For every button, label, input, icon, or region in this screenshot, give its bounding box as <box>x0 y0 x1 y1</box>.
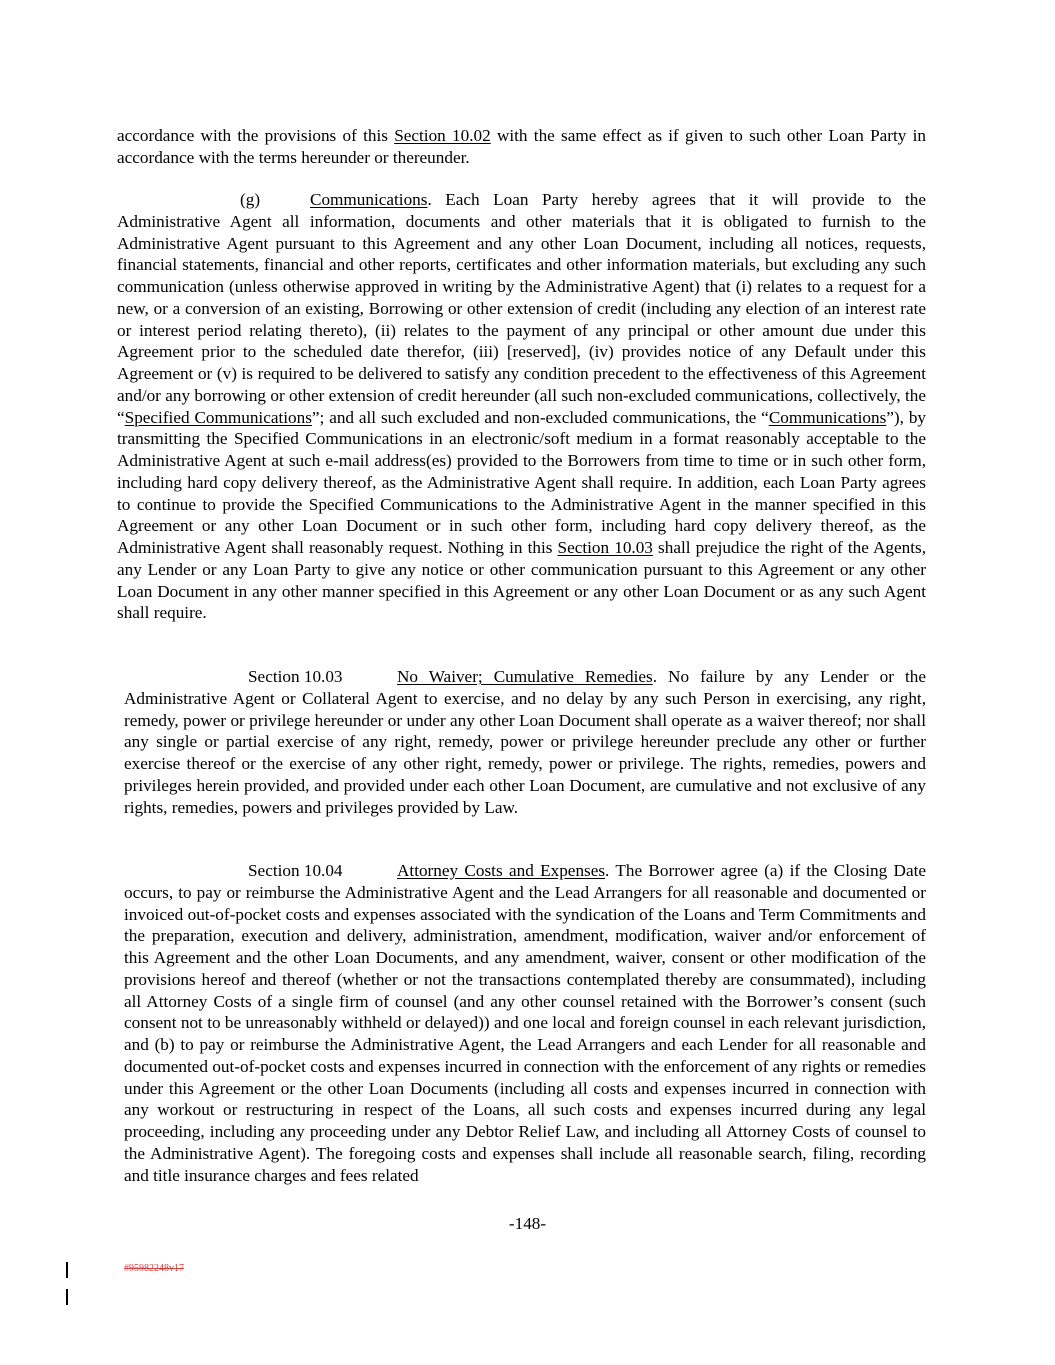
section-number: Section 10.04 <box>248 861 343 880</box>
clause-label: (g) <box>240 190 261 209</box>
section-heading: No Waiver; Cumulative Remedies <box>397 667 653 686</box>
paragraph-continuation <box>117 125 926 169</box>
section-10-03-paragraph <box>124 666 926 818</box>
p2-text-3: ”), by transmitting the Specified Communications in an electronic/soft medium in a format reasonably acceptable to the Administrative Agent at such e-mail address(es) provided to the Borrowers from time to time or in such other form, including hard copy delivery thereof, as the Administrative Agent shall require. In addition, each Loan Party agrees to continue to provide the Specified Communications to the Administrative Agent in the manner specified in this Agreement or any other Loan Document or in such other form, including hard copy delivery thereof, as the Administrative Agent shall reasonably request. Nothing in this <box>117 407 926 557</box>
change-bar <box>66 1262 68 1278</box>
defined-term-communications: Communications <box>768 407 887 427</box>
p2-text-4: shall prejudice the right of the Agents, any Lender or any Loan Party to give any notice or other communication pursuant to this Agreement or any other Loan Document in any other manner specified in this Agreement or any other Loan Document or as any such Agent shall require. <box>117 538 926 623</box>
defined-term-specified-communications: Specified Communications <box>124 407 312 427</box>
paragraph-communications <box>117 189 926 624</box>
communications-heading: Communications <box>310 190 428 209</box>
p1-text-1: accordance with the provisions of this <box>117 126 395 145</box>
section-10-03-reference: Section 10.03 <box>557 538 653 557</box>
change-bar <box>66 1289 68 1305</box>
section-10-02-reference: Section 10.02 <box>394 126 491 145</box>
section-heading: Attorney Costs and Expenses <box>397 861 606 880</box>
p2-text-1: . Each Loan Party hereby agrees that it will provide to the Administrative Agent all information, documents and other materials that it is obligated to furnish to the Administrative Agent pursuant to this Agreement and any other Loan Document, including all notices, requests, financial statements, financial and other reports, certificates and other information materials, but excluding any such communication (unless otherwise approved in writing by the Administrative Agent) that (i) relates to a request for a new, or a conversion of an existing, Borrowing or other extension of credit (including any election of an interest rate or interest period relating thereto), (ii) relates to the payment of any principal or other amount due under this Agreement prior to the scheduled date therefor, (iii) [reserved], (iv) provides notice of any Default under this Agreement or (v) is required to be delivered to satisfy any condition precedent to the effectiveness of this Agreement and/or any borrowing or other extension of credit hereunder (all such non-excluded communications, collectively, the “ <box>117 190 926 427</box>
section-10-04-paragraph <box>124 860 926 1186</box>
section-body: . No failure by any Lender or the Administrative Agent or Collateral Agent to exercise, and no delay by any such Person in exercising, any right, remedy, power or privilege hereunder or under any other Loan Document shall operate as a waiver thereof; nor shall any single or partial exercise of any right, remedy, power or privilege hereunder preclude any other or further exercise thereof or the exercise of any other right, remedy, power or privilege. The rights, remedies, powers and privileges herein provided, and provided under each other Loan Document, are cumulative and not exclusive of any rights, remedies, powers and privileges provided by Law. <box>124 667 927 817</box>
section-body: . The Borrower agree (a) if the Closing Date occurs, to pay or reimburse the Administrative Agent and the Lead Arrangers for all reasonable and documented or invoiced out-of-pocket costs and expenses associated with the syndication of the Loans and Term Commitments and the preparation, execution and delivery, administration, amendment, modification, waiver and/or enforcement of this Agreement and the other Loan Documents, and any amendment, waiver, consent or other modification of the provisions hereof and thereof (whether or not the transactions contemplated thereby are consummated), including all Attorney Costs of a single firm of counsel (and any other counsel retained with the Borrower’s consent (such consent not to be unreasonably withheld or delayed)) and one local and foreign counsel in each relevant jurisdiction, and (b) to pay or reimburse the Administrative Agent, the Lead Arrangers and each Lender for all reasonable and documented out-of-pocket costs and expenses incurred in connection with the enforcement of any rights or remedies under this Agreement or the other Loan Documents (including all costs and expenses incurred in connection with any workout or restructuring in respect of the Loans, all such costs and expenses incurred during any legal proceeding, including any proceeding under any Debtor Relief Law, and including all Attorney Costs of counsel to the Administrative Agent). The foregoing costs and expenses shall include all reasonable search, filing, recording and title insurance charges and fees related <box>124 861 926 1185</box>
p2-text-2: ”; and all such excluded and non-excluded communications, the “ <box>311 407 769 427</box>
page-number: -148- <box>508 1214 547 1233</box>
document-id: #95982248v17 <box>124 1263 184 1274</box>
section-number: Section 10.03 <box>248 667 343 686</box>
p1-text-2: with the same effect as if given to such other Loan Party in accordance with the terms hereunder or thereunder. <box>117 126 926 167</box>
